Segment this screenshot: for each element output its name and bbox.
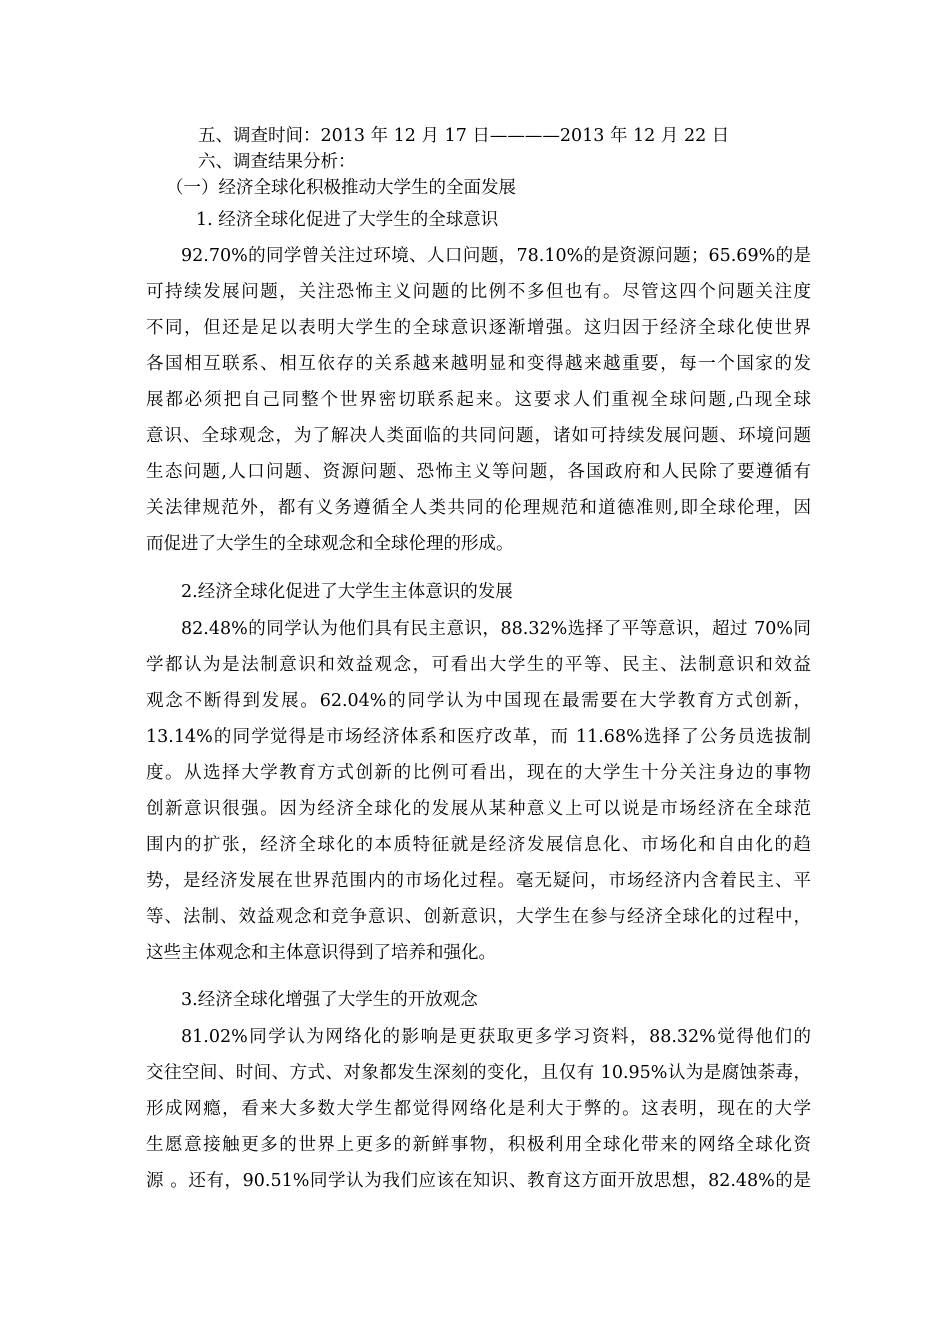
subsection-heading-3: 3.经济全球化增强了大学生的开放观念: [181, 990, 478, 1010]
paragraph-line: 82.48%的同学认为他们具有民主意识，88.32%选择了平等意识，超过 70%同: [181, 619, 811, 639]
paragraph-line: 这些主体观念和主体意识得到了培养和强化。: [146, 943, 496, 963]
paragraph-line: 81.02%同学认为网络化的影响是更获取更多学习资料，88.32%觉得他们的: [181, 1027, 811, 1047]
paragraph-line: 13.14%的同学觉得是市场经济体系和医疗改革，而 11.68%选择了公务员选拔制: [146, 727, 811, 747]
paragraph-line: 可持续发展问题，关注恐怖主义问题的比例不多但也有。尽管这四个问题关注度: [146, 282, 811, 302]
survey-results-heading: 六、调查结果分析：: [198, 152, 356, 172]
paragraph-line: 势，是经济发展在世界范围内的市场化过程。毫无疑问，市场经济内含着民主、平: [146, 871, 811, 891]
paragraph-line: 围内的扩张，经济全球化的本质特征就是经济发展信息化、市场化和自由化的趋: [146, 835, 811, 855]
paragraph-line: 观念不断得到发展。62.04%的同学认为中国现在最需要在大学教育方式创新，: [146, 691, 811, 711]
survey-time-heading: 五、调查时间：2013 年 12 月 17 日————2013 年 12 月 22 日: [198, 126, 730, 146]
paragraph-line: 度。从选择大学教育方式创新的比例可看出，现在的大学生十分关注身边的事物: [146, 763, 811, 783]
paragraph-line: 关法律规范外，都有义务遵循全人类共同的伦理规范和道德准则,即全球伦理，因: [146, 498, 811, 518]
section-heading-1: （一）经济全球化积极推动大学生的全面发展: [166, 178, 516, 198]
paragraph-line: 形成网瘾，看来大多数大学生都觉得网络化是利大于弊的。这表明，现在的大学: [146, 1099, 811, 1119]
paragraph-line: 而促进了大学生的全球观念和全球伦理的形成。: [146, 534, 514, 554]
paragraph-line: 等、法制、效益观念和竞争意识、创新意识，大学生在参与经济全球化的过程中，: [146, 907, 811, 927]
paragraph-line: 展都必须把自己同整个世界密切联系起来。这要求人们重视全球问题,凸现全球: [146, 390, 811, 410]
paragraph-line: 学都认为是法制意识和效益观念，可看出大学生的平等、民主、法制意识和效益: [146, 655, 811, 675]
paragraph-line: 交往空间、时间、方式、对象都发生深刻的变化，且仅有 10.95%认为是腐蚀荼毒，: [146, 1063, 811, 1083]
paragraph-line: 生愿意接触更多的世界上更多的新鲜事物，积极利用全球化带来的网络全球化资: [146, 1135, 811, 1155]
paragraph-line: 92.70%的同学曾关注过环境、人口问题，78.10%的是资源问题；65.69%的是: [181, 246, 811, 266]
subsection-heading-2: 2.经济全球化促进了大学生主体意识的发展: [181, 582, 513, 602]
paragraph-line: 生态问题,人口问题、资源问题、恐怖主义等问题，各国政府和人民除了要遵循有: [146, 462, 811, 482]
paragraph-line: 意识、全球观念，为了解决人类面临的共同问题，诸如可持续发展问题、环境问题: [146, 426, 811, 446]
paragraph-line: 源 。还有，90.51%同学认为我们应该在知识、教育这方面开放思想，82.48%的是: [146, 1171, 811, 1191]
paragraph-line: 创新意识很强。因为经济全球化的发展从某种意义上可以说是市场经济在全球范: [146, 799, 811, 819]
paragraph-line: 不同，但还是足以表明大学生的全球意识逐渐增强。这归因于经济全球化使世界: [146, 318, 811, 338]
paragraph-line: 各国相互联系、相互依存的关系越来越明显和变得越来越重要，每一个国家的发: [146, 354, 811, 374]
subsection-heading-1: 1. 经济全球化促进了大学生的全球意识: [196, 210, 499, 230]
